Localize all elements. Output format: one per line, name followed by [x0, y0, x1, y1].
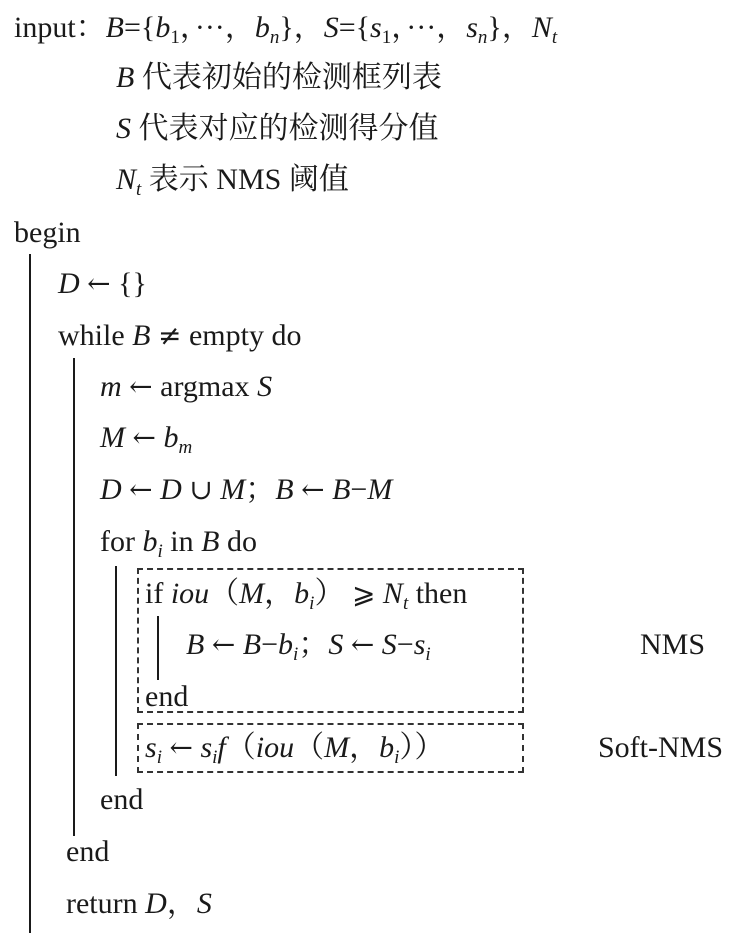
while-block-bar [73, 358, 75, 836]
for-end: end [100, 783, 144, 816]
for-line: for $b_i$ in B do [100, 525, 257, 562]
soft-nms-line: $s_i$ ← $s_if(iou(M$，$b_i$）） [145, 731, 445, 768]
nms-update-line: B ← $B-b_i$；S ← $S-s_i$ [186, 628, 431, 665]
var-B: B [105, 11, 124, 44]
if-end: end [145, 680, 189, 713]
var-S: S [323, 11, 339, 44]
desc-B: B 代表初始的检测框列表 [116, 61, 442, 94]
var-N: N [531, 11, 552, 44]
soft-nms-label: Soft-NMS [598, 731, 724, 764]
for-block-bar [115, 566, 117, 776]
while-line: while B ≠ empty do [58, 319, 302, 352]
assign-M-line: M ← $b_m$ [100, 421, 193, 458]
if-line: if iou（M，$b_i$） ⩾ $N_t$ then [145, 577, 468, 614]
while-end: end [66, 835, 110, 868]
desc-N: $N_t$ 表示 NMS 阈值 [116, 163, 349, 200]
begin-keyword: begin [14, 216, 81, 249]
input-line: input：$B=\{b_1$，···，$b_n$}，$S=\{s_1$，···，$s_n$}，$N_t$ [14, 11, 558, 48]
nms-label: NMS [640, 628, 706, 661]
begin-block-bar [29, 254, 31, 933]
desc-S: S 代表对应的检测得分值 [116, 112, 439, 145]
if-block-bar [157, 616, 159, 680]
return-line: return D，S [66, 887, 212, 920]
init-D-line: D ← {} [58, 267, 147, 300]
update-D-line: D ← D ∪ M；B ← B−M [100, 473, 393, 506]
input-keyword: input [14, 11, 76, 44]
argmax-line: m ← argmax S [100, 370, 273, 403]
